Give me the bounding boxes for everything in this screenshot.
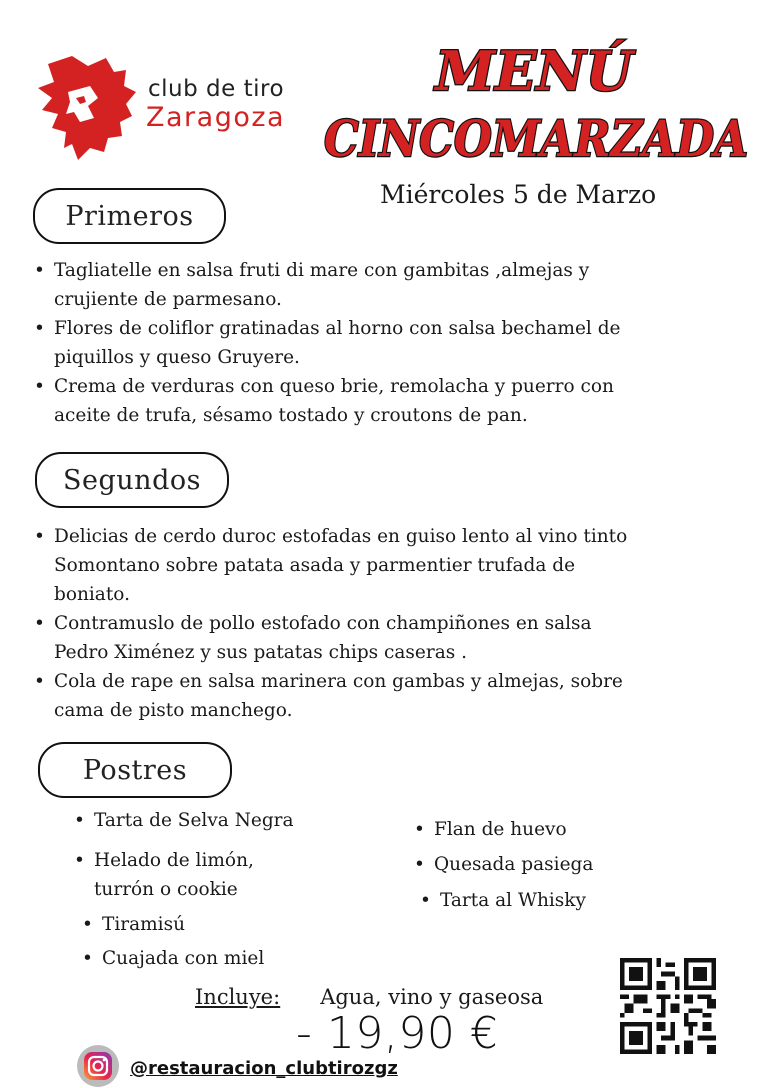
list-item: • Tarta de Selva Negra [72,806,294,835]
list-item: • Helado de limón, [72,846,254,875]
includes-line [195,985,543,1009]
title-line2: CINCOMARZADA [324,109,748,168]
title-line1: MENÚ [435,39,633,103]
menu-title [316,28,756,168]
menu-date: Miércoles 5 de Marzo [380,180,657,209]
price: - 19,90 € [296,1008,499,1059]
list-item: • Tarta al Whisky [418,886,586,915]
logo-line1: club de tiro [148,76,285,102]
section-primeros: Primeros [33,188,226,244]
includes-text: Agua, vino y gaseosa [320,985,544,1009]
instagram-icon [76,1044,120,1088]
list-item: • Tagliatelle en salsa fruti di mare con gambitas ,almejas y crujiente de parmesano. [32,256,732,314]
primeros-list [32,256,732,430]
list-item: • Cuajada con miel [80,944,264,973]
list-item: • Flan de huevo [412,815,567,844]
includes-label: Incluye: [195,985,281,1009]
list-item: • Cola de rape en salsa marinera con gambas y almejas, sobre cama de pisto manchego. [32,667,742,725]
logo-line2: Zaragoza [146,102,286,133]
lion-icon [28,52,143,164]
list-item: • Contramuslo de pollo estofado con champiñones en salsa Pedro Ximénez y sus patatas chips caseras . [32,609,742,667]
list-item: • Crema de verduras con queso brie, remolacha y puerro con aceite de trufa, sésamo tostado y croutons de pan. [32,372,732,430]
qr-code-icon[interactable] [620,958,716,1054]
list-item-continuation: turrón o cookie [94,879,238,900]
club-logo [28,52,298,164]
list-item: • Tiramisú [80,910,185,939]
list-item: • Flores de coliflor gratinadas al horno con salsa bechamel de piquillos y queso Gruyere. [32,314,732,372]
section-postres: Postres [38,742,232,798]
list-item: • Quesada pasiega [412,850,593,879]
list-item: • Delicias de cerdo duroc estofadas en guiso lento al vino tinto Somontano sobre patata asada y parmentier trufada de boniato. [32,522,742,609]
instagram-handle[interactable]: @restauracion_clubtirozgz [130,1058,398,1079]
section-segundos: Segundos [35,452,229,508]
segundos-list [32,522,742,725]
